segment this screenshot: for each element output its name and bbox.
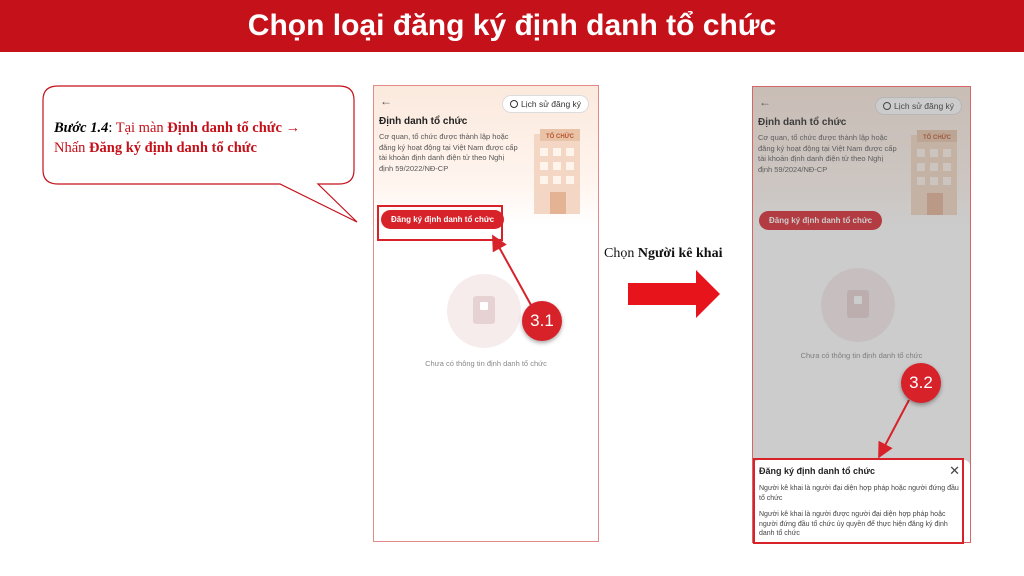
declarant-option-legal-rep[interactable]: Người kê khai là người đại diện hợp pháp hoặc người đứng đầu tổ chức [759,485,959,502]
page-title: Chọn loại đăng ký định danh tổ chức [247,9,777,42]
close-icon[interactable]: ✕ [949,463,960,478]
middle-instruction [604,246,722,262]
step-badge-3-2: 3.2 [901,363,941,403]
declarant-option-authorized[interactable]: Người kê khai là người được người đại diện hợp pháp hoặc người đứng đầu tổ chức ủy quyền để thực hiện đăng ký định danh tổ chức [759,511,948,537]
middle-bold: Người kê khai [637,246,723,261]
screen-title: Định danh tổ chức [758,117,847,128]
screen-description: Cơ quan, tổ chức được thành lập hoặc đăng ký hoạt động tại Việt Nam được cấp tài khoản định danh điện tử theo Nghị định 59/2022/NĐ-CP [379,132,518,173]
big-red-arrow-icon [628,270,720,318]
step-colon: : [108,120,113,136]
history-label: Lịch sử đăng ký [521,99,582,109]
building-sign: TỔ CHỨC [546,134,574,140]
empty-state-text: Chưa có thông tin định danh tổ chức [425,359,547,368]
middle-prefix: Chọn [604,246,638,261]
step-badge-3-1: 3.1 [522,301,562,341]
screen-title: Định danh tổ chức [379,116,468,127]
callout-text-a: Tại màn [112,120,168,136]
register-org-button[interactable]: Đăng ký định danh tổ chức [759,211,882,230]
pointer-line-3-1 [494,238,531,305]
screen-description: Cơ quan, tổ chức được thành lập hoặc đăng ký hoạt động tại Việt Nam được cấp tài khoản định danh điện tử theo Nghị định 59/2024/NĐ-CP [758,133,897,174]
step-label: Bước 1.4 [54,120,109,136]
empty-state-text: Chưa có thông tin định danh tổ chức [800,351,923,360]
register-org-button[interactable]: Đăng ký định danh tổ chức [381,210,504,229]
sheet-title: Đăng ký định danh tổ chức [759,466,876,476]
history-label: Lịch sử đăng ký [894,101,955,111]
callout-arrow: → [281,120,301,136]
building-sign: TỔ CHỨC [923,135,951,141]
callout-action: Đăng ký định danh tổ chức [89,140,257,156]
back-arrow-icon[interactable]: ← [380,94,392,108]
pointer-line-3-2 [880,400,909,455]
callout-text-b: Nhấn [54,140,90,156]
back-arrow-icon[interactable]: ← [759,95,771,109]
callout-screen-name: Định danh tổ chức [167,120,282,136]
